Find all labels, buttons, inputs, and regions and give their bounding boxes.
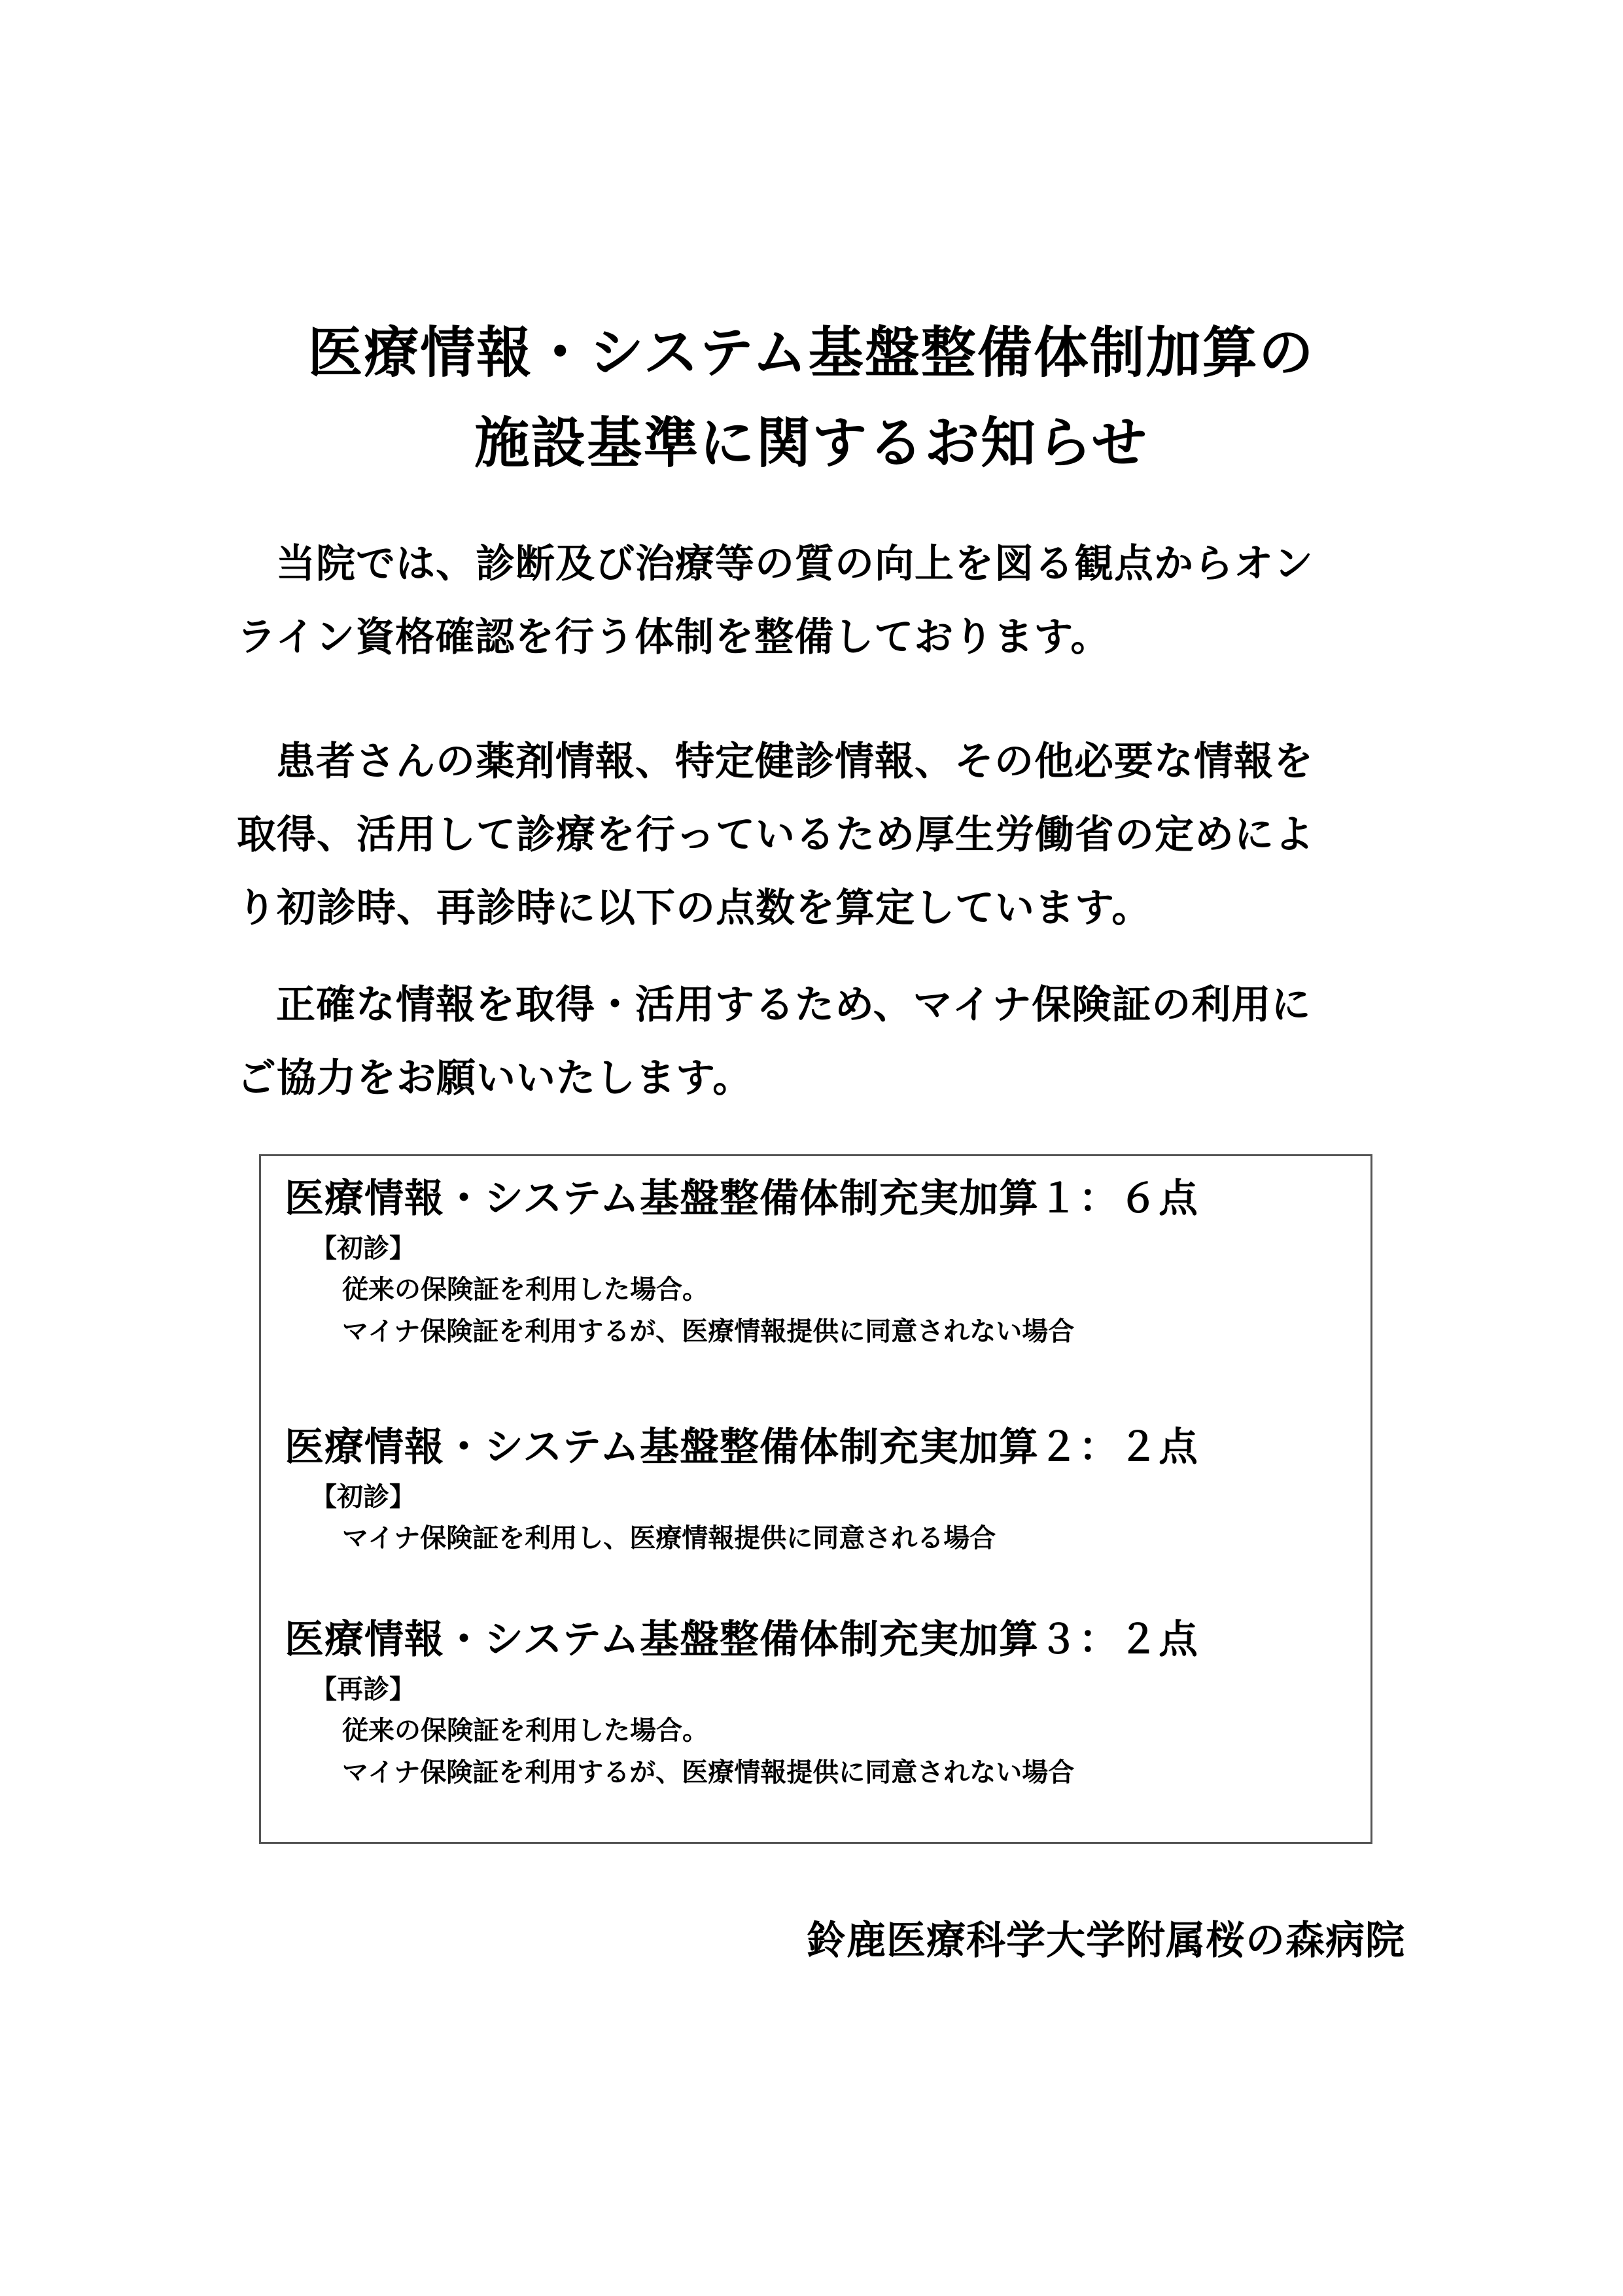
paragraph-line: 取得、活用して診療を行っているため厚生労働省の定めによ xyxy=(237,812,1314,858)
fee-points-box xyxy=(259,1154,1372,1844)
notice-title xyxy=(196,308,1426,488)
paragraph-line: り初診時、再診時に以下の点数を算定しています。 xyxy=(237,885,1152,931)
paragraph-line: ご協力をお願いいたします。 xyxy=(237,1055,753,1101)
fee-item-condition: マイナ保険証を利用するが、医療情報提供に同意されない場合 xyxy=(342,1757,1075,1788)
fee-item-condition: マイナ保険証を利用し、医療情報提供に同意される場合 xyxy=(342,1523,996,1553)
fee-item-condition: マイナ保険証を利用するが、医療情報提供に同意されない場合 xyxy=(342,1316,1075,1347)
paragraph-line: 患者さんの薬剤情報、特定健診情報、その他必要な情報を xyxy=(276,739,1314,785)
paragraph-line: 当院では、診断及び治療等の質の向上を図る観点からオン xyxy=(276,541,1314,587)
fee-item-visit-type: 【再診】 xyxy=(311,1674,415,1704)
hospital-name: 鈴鹿医療科学大学附属桜の森病院 xyxy=(807,1918,1405,1964)
paragraph-cooperation-request xyxy=(237,968,1408,1115)
paragraph-line: ライン資格確認を行う体制を整備しております。 xyxy=(237,614,1111,660)
fee-item-title: 医療情報・システム基盤整備体制充実加算１：６点 xyxy=(285,1176,1198,1222)
paragraph-information-use xyxy=(237,725,1408,945)
fee-item-condition: 従来の保険証を利用した場合。 xyxy=(342,1716,708,1746)
fee-item-condition: 従来の保険証を利用した場合。 xyxy=(342,1275,708,1305)
fee-item-visit-type: 【初診】 xyxy=(311,1482,415,1512)
paragraph-online-verification xyxy=(237,527,1408,674)
fee-item-1 xyxy=(285,1169,1357,1352)
fee-item-3 xyxy=(285,1610,1357,1793)
fee-item-title: 医療情報・システム基盤整備体制充実加算３：２点 xyxy=(285,1617,1198,1663)
fee-item-visit-type: 【初診】 xyxy=(311,1233,415,1263)
fee-item-title: 医療情報・システム基盤整備体制充実加算２：２点 xyxy=(285,1424,1198,1470)
notice-title-line-2: 施設基準に関するお知らせ xyxy=(474,411,1148,475)
fee-item-2 xyxy=(285,1418,1357,1559)
notice-title-line-1: 医療情報・システム基盤整備体制加算の xyxy=(307,321,1315,385)
paragraph-line: 正確な情報を取得・活用するため、マイナ保険証の利用に xyxy=(276,982,1312,1028)
